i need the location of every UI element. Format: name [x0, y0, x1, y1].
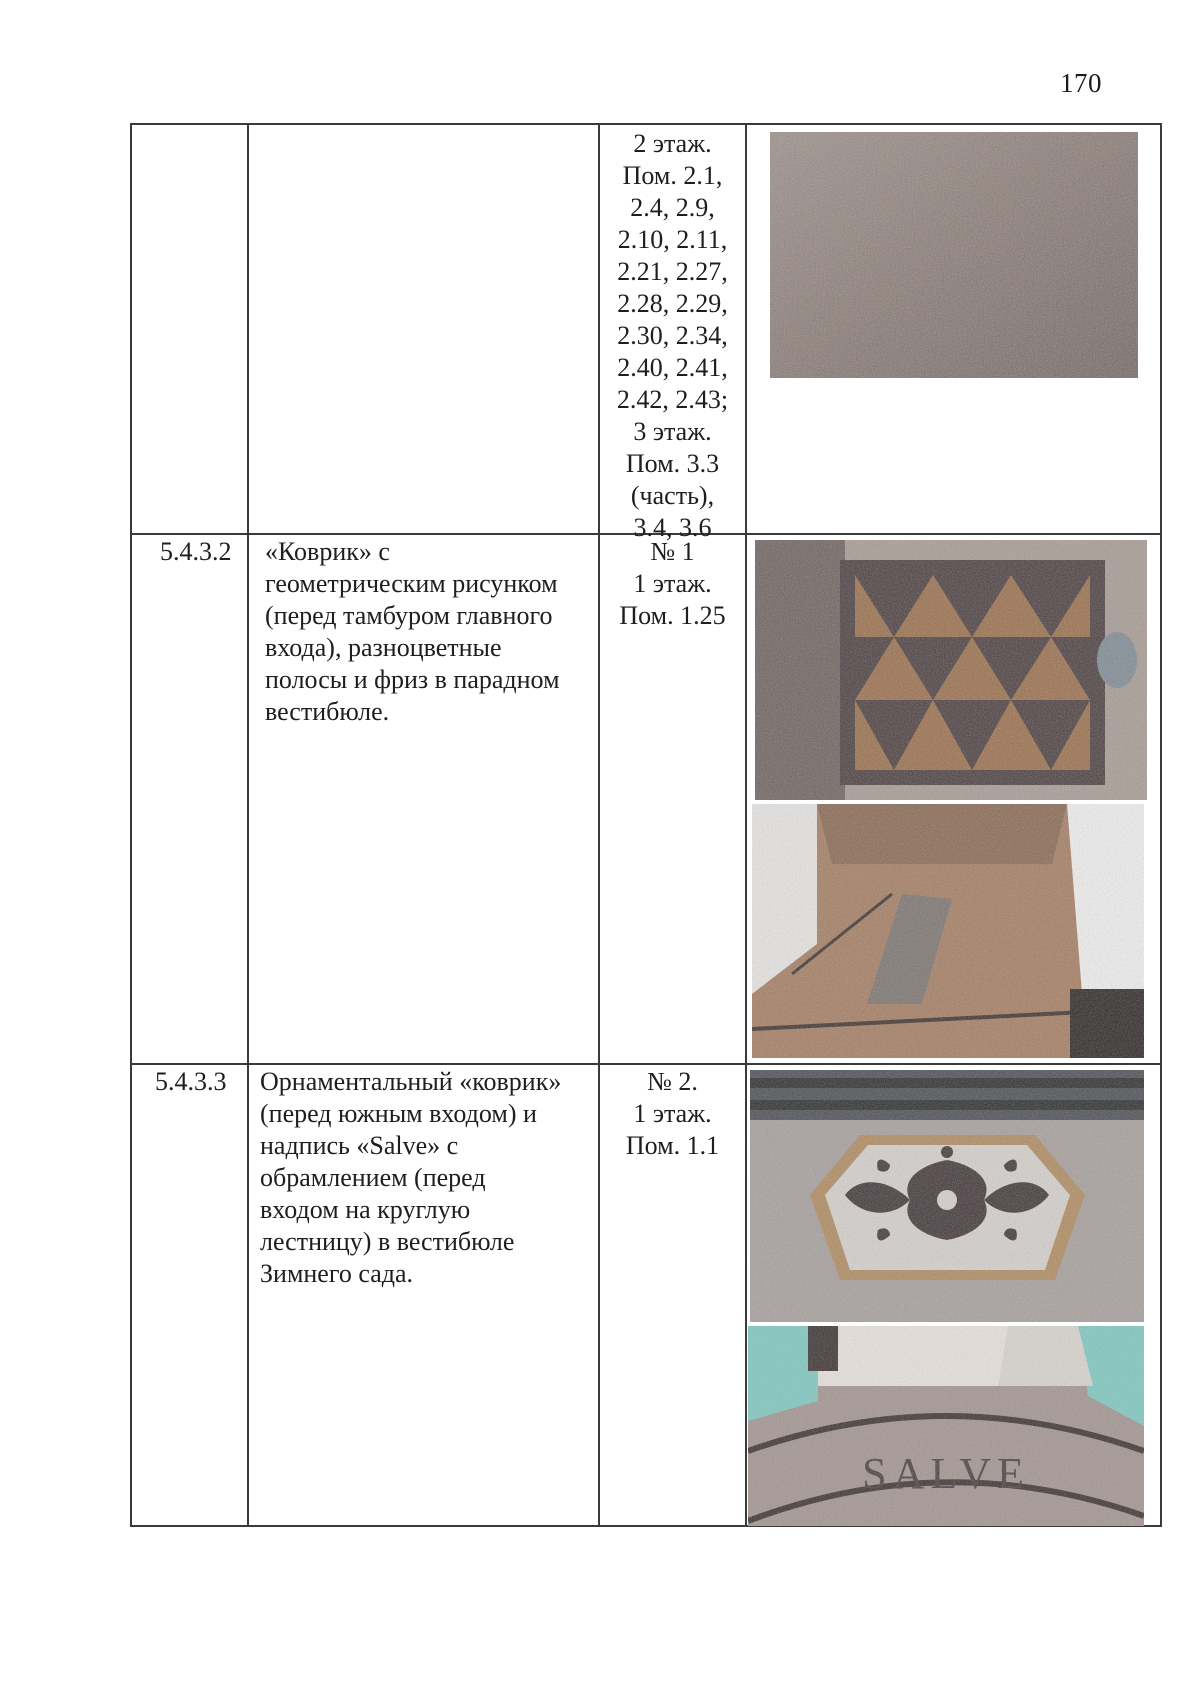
location-line: 1 этаж.: [633, 1099, 712, 1128]
location-line: (часть),: [630, 481, 715, 510]
location-line: Пом. 1.1: [625, 1131, 720, 1160]
photo-ornamental-rug: [750, 1070, 1144, 1322]
location-line: 2.42, 2.43;: [616, 385, 729, 414]
description-line: (перед южным входом) и: [260, 1099, 537, 1128]
description-line: полосы и фриз в парадном: [265, 665, 560, 694]
photo-salve-inscription: [748, 1326, 1144, 1526]
description-line: вестибюле.: [265, 697, 390, 726]
row-3-location: [600, 1066, 745, 1162]
location-line: 2.28, 2.29,: [617, 289, 728, 318]
row-2-description: [265, 536, 595, 728]
location-line: Пом. 2.1,: [622, 161, 723, 190]
description-line: «Коврик» с: [265, 537, 390, 566]
location-line: № 1: [650, 537, 695, 566]
description-line: надпись «Salve» с: [260, 1131, 459, 1160]
description-line: входа), разноцветные: [265, 633, 502, 662]
description-line: геометрическим рисунком: [265, 569, 558, 598]
description-line: лестницу) в вестибюле: [260, 1227, 515, 1256]
table-rule-row-3: [130, 1063, 1162, 1065]
location-line: 3 этаж.: [633, 417, 712, 446]
location-line: 2 этаж.: [633, 129, 712, 158]
row-2-number: 5.4.3.2: [160, 537, 232, 566]
table-rule-col-2: [247, 123, 249, 1527]
location-line: 2.21, 2.27,: [617, 257, 728, 286]
location-line: Пом. 1.25: [619, 601, 726, 630]
row-3-number: 5.4.3.3: [155, 1067, 227, 1096]
description-line: Орнаментальный «коврик»: [260, 1067, 562, 1096]
description-line: обрамлением (перед: [260, 1163, 486, 1192]
location-line: 2.10, 2.11,: [617, 225, 728, 254]
description-line: входом на круглую: [260, 1195, 471, 1224]
location-line: 3.4, 3.6: [633, 513, 712, 542]
description-line: Зимнего сада.: [260, 1259, 414, 1288]
location-line: 2.30, 2.34,: [617, 321, 728, 350]
photo-vestibule-stripes: [752, 804, 1144, 1058]
table-rule-top: [130, 123, 1162, 125]
row-3-description: [260, 1066, 595, 1290]
location-line: 2.4, 2.9,: [630, 193, 715, 222]
row-2-location: [600, 536, 745, 632]
row-1-location: [600, 128, 745, 544]
table-rule-col-5: [1160, 123, 1162, 1527]
location-line: № 2.: [647, 1067, 698, 1096]
photo-geometric-rug: [755, 540, 1147, 800]
page-number: 170: [1060, 68, 1102, 98]
location-line: Пом. 3.3: [625, 449, 720, 478]
location-line: 1 этаж.: [633, 569, 712, 598]
description-line: (перед тамбуром главного: [265, 601, 553, 630]
table-rule-col-1: [130, 123, 132, 1527]
location-line: 2.40, 2.41,: [617, 353, 728, 382]
photo-terrazzo-floor: [770, 132, 1138, 378]
table-rule-col-4: [745, 123, 747, 1527]
